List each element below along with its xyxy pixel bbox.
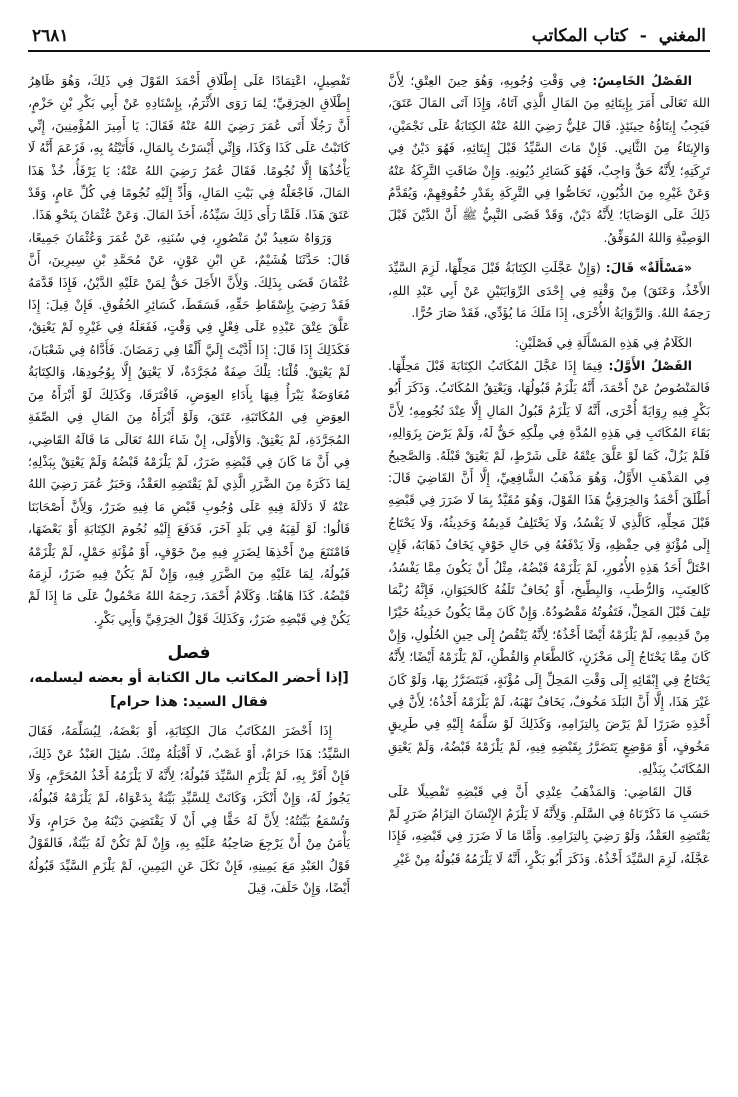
section-subtitle-line2: فقال السيد: هذا حرام] xyxy=(110,694,268,711)
title-separator: - xyxy=(639,26,647,46)
paragraph-text: الكَلَامُ فِي هَذِهِ المَسْأَلَةِ فِي فَصْلَيْنِ: xyxy=(514,336,692,351)
page-number: ٢٦٨١ xyxy=(32,26,69,46)
paragraph xyxy=(388,70,710,249)
paragraph-text: وَرَوَاهُ سَعِيدُ بْنُ مَنْصُورٍ، فِي سُنَنِهِ، عَنْ عُمَرَ وَعُثْمَانَ جَمِيعًا، قَالَ: حَدَّثَنَا هُشَيْمٌ، عَنِ ابْنِ عَوْنٍ، عَنْ مُحَمَّدِ بْنِ سِيرِينَ، أَنَّ عُثْمَانَ قَضَى بِذَلِكَ. وَلِأَنَّ الأَجَلَ حَقٌّ لِمَنْ عَلَيْهِ الدَّيْنُ، فَإِذَا قَدَّمَهُ فَقَدْ رَضِيَ بِإِسْقَاطِ حَقِّهِ، فَسَقَطَ، كَسَائِرِ الحُقُوقِ. فَإِنْ قِيلَ: إِذَا عَلَّقَ عِتْقَ عَبْدِهِ عَلَى فِعْلٍ فِي وَقْتٍ، فَفَعَلَهُ فِي غَيْرِهِ لَمْ يَعْتِقْ، فَكَذَلِكَ إِذَا قَالَ: إِذَا أَدَّيْتَ إِلَيَّ أَلْفًا فِي رَمَضَانَ. فَأَدَّاهُ فِي شَعْبَانَ، لَمْ يَعْتِقْ. قُلْنَا: تِلْكَ صِفَةٌ مُجَرَّدَةٌ، لَا يَعْتِقُ إِلَّا بِوُجُودِهَا، وَالكِتَابَةُ مُعَاوَضَةٌ يَبْرَأُ فِيهَا بِأَدَاءِ العِوَضِ، فَافْتَرَقَا، وَكَذَلِكَ لَوْ أَبْرَأَهُ مِنَ العِوَضِ فِي المُكَاتَبَةِ، عَتَقَ، وَلَوْ أَبْرَأَهُ مِنَ المَالِ فِي الصِّفَةِ المُجَرَّدَةِ، لَمْ يَعْتِقْ. وَالأَوْلَى، إِنْ شَاءَ اللهُ تَعَالَى مَا قَالَهُ القَاضِي، فِي أَنَّ مَا كَانَ فِي قَبْضِهِ ضَرَرٌ، لَمْ يَلْزَمْهُ قَبْضُهُ وَلَمْ يَعْتِقْ بِبَذْلِهِ؛ لِمَا ذَكَرَهُ مِنَ الضَّرَرِ الَّذِي لَمْ يَقْتَضِهِ العَقْدُ، وَخَبَرُ عُمَرَ رَضِيَ اللهُ عَنْهُ لَا دَلَالَةَ فِيهِ عَلَى وُجُوبِ قَبْضِ مَا فِيهِ ضَرَرٌ، وَلِأَنَّ أَصْحَابَنَا قَالُوا: لَوْ لَقِيَهُ فِي بَلَدٍ آخَرَ، فَدَفَعَ إِلَيْهِ نُجُومَ الكِتَابَةِ أَوْ بَعْضَهَا، فَامْتَنَعَ مِنْ أَخْذِهَا لِضَرَرٍ فِيهِ مِنْ خَوْفٍ، أَوْ مُؤْنَةِ حَمْلٍ، لَمْ يَلْزَمْهُ قَبُولُهُ، لِمَا عَلَيْهِ مِنَ الضَّرَرِ فِيهِ، وَإِنْ لَمْ يَكُنْ فِيهِ ضَرَرٌ، لَزِمَهُ قَبْضُهُ. كَذَا هَاهُنَا. وَكَلَامُ أَحْمَدَ، رَحِمَهُ اللهُ مَحْمُولٌ عَلَى مَا إِذَا لَمْ يَكُنْ فِي قَبْضِهِ ضَرَرٌ، وَكَذَلِكَ قَوْلُ الخِرَقِيِّ وَأَبِي بَكْرٍ. xyxy=(28,230,350,626)
text-columns xyxy=(28,70,710,1089)
paragraph xyxy=(28,720,350,899)
paragraph xyxy=(388,355,710,781)
book-title: المغني xyxy=(658,26,706,46)
paragraph xyxy=(28,70,350,227)
section-heading-block xyxy=(28,640,350,714)
paragraph xyxy=(388,257,710,324)
running-header xyxy=(28,14,710,52)
right-column xyxy=(388,70,710,1089)
section-heading: فصل xyxy=(167,643,211,664)
paragraph-text: فِي وَقْتِ وُجُوبِهِ، وَهُوَ حِينَ العِتْقِ؛ لِأَنَّ اللهَ تَعَالَى أَمَرَ بِإِيتَائِهِ مِنَ المَالِ الَّذِي آتَاهُ، وَإِذَا آتَى المَالَ عَتَقَ، فَيَجِبُ إِيتَاؤُهُ حِينَئِذٍ. قَالَ عَلِيٌّ رَضِيَ اللهُ عَنْهُ الكِتَابَةُ عَلَى نَجْمَيْنِ، وَالإِيتَاءُ مِنَ الثَّانِي. فَإِنْ مَاتَ السَّيِّدُ قَبْلَ إِيتَائِهِ، فَهُوَ دَيْنٌ فِي تَرِكَتِهِ؛ لِأَنَّهُ حَقٌّ وَاجِبٌ، فَهُوَ كَسَائِرِ دُيُونِهِ. وَإِنْ ضَاقَتِ التَّرِكَةُ عَنْهُ وَعَنْ غَيْرِهِ مِنَ الدُّيُونِ، تَحَاصُّوا فِي التَّرِكَةِ بِقَدْرِ حُقُوقِهِمْ، وَيُقَدَّمُ ذَلِكَ عَلَى الوَصَايَا؛ لِأَنَّهُ دَيْنٌ، وَقَدْ قَضَى النَّبِيُّ ﷺ أَنَّ الدَّيْنَ قَبْلَ الوَصِيَّةِ وَاللهُ المُوَفِّقُ. xyxy=(388,74,710,245)
paragraph-lead: «مَسْأَلَةٌ» قَالَ: xyxy=(605,261,692,276)
paragraph-text: قَالَ القَاضِي: وَالمَذْهَبُ عِنْدِي أَنَّ فِي قَبْضِهِ تَفْصِيلًا عَلَى حَسَبِ مَا ذَكَرْنَاهُ فِي السَّلَمِ. وَلِأَنَّهُ لَا يَلْزَمُ الإِنْسَانَ التِزَامُ ضَرَرٍ لَمْ يَقْتَضِهِ العَقْدُ، وَلَوْ رَضِيَ بِالتِزَامِهِ. وَأَمَّا مَا لَا ضَرَرَ فِي قَبْضِهِ، فَإِذَا عَجَّلَهُ، لَزِمَ السَّيِّدَ أَخْذُهُ. وَذَكَرَ أَبُو بَكْرٍ، أَنَّهُ لَا يَلْزَمُهُ قَبُولُهُ مِنْ غَيْرِ xyxy=(388,784,710,866)
left-column xyxy=(28,70,350,1089)
paragraph xyxy=(388,781,710,871)
paragraph xyxy=(388,332,710,354)
chapter-title: كتاب المكاتب xyxy=(531,26,628,46)
section-subtitle-line1: [إذا أحضر المكاتب مال الكتابة أو بعضه ليسلمه، xyxy=(29,670,349,687)
paragraph-lead: الفَصْلُ الأَوَّلُ: xyxy=(608,358,692,373)
paragraph-text: فِيمَا إِذَا عَجَّلَ المُكَاتَبُ الكِتَابَةَ قَبْلَ مَحِلِّهَا. فَالمَنْصُوصُ عَنْ أَحْمَدَ، أَنَّهُ يَلْزَمُ قَبُولُهَا، وَيَعْتِقُ المُكَاتَبُ. وَذَكَرَ أَبُو بَكْرٍ فِيهِ رِوَايَةً أُخْرَى، أَنَّهُ لَا يَلْزَمُ قَبُولُ المَالِ إِلَّا عِنْدَ نُجُومِهِ؛ لِأَنَّ بَقَاءَ المُكَاتَبِ فِي هَذِهِ المُدَّةِ فِي مِلْكِهِ حَقٌّ لَهُ، وَلَمْ يَرْضَ بِزَوَالِهِ، فَلَمْ يَزُلْ، كَمَا لَوْ عَلَّقَ عِتْقَهُ عَلَى شَرْطٍ، لَمْ يَعْتِقْ قَبْلَهُ. وَالصَّحِيحُ فِي المَذْهَبِ الأَوَّلُ، وَهُوَ مَذْهَبُ الشَّافِعِيِّ، إِلَّا أَنَّ القَاضِيَ قَالَ: أَطْلَقَ أَحْمَدُ وَالخِرَقِيُّ هَذَا القَوْلَ، وَهُوَ مُقَيَّدٌ بِمَا لَا ضَرَرَ فِي قَبْضِهِ قَبْلَ مَحِلِّهِ، كَالَّذِي لَا يَفْسُدُ، وَلَا يَخْتَلِفُ قَدِيمُهُ وَحَدِيثُهُ، وَلَا يَحْتَاجُ إِلَى مُؤْنَةٍ فِي حِفْظِهِ، وَلَا يَدْفَعُهُ فِي حَالِ خَوْفٍ يَخَافُ ذَهَابَهُ، فَإِنِ اخْتَلَّ أَحَدُ هَذِهِ الأُمُورِ، لَمْ يَلْزَمْهُ قَبْضُهُ، مِثْلُ أَنْ يَكُونَ مِمَّا يَفْسُدُ، كَالعِنَبِ، وَالرُّطَبِ، وَالبِطِّيخِ، أَوْ يُخَافُ تَلَفُهُ كَالحَيَوَانِ، فَإِنَّهُ رُبَّمَا تَلِفَ قَبْلَ المَحِلِّ، فَتَفُوتُهُ مَقْصُودُهُ. وَإِنْ كَانَ مِمَّا يَكُونُ حَدِيثُهُ خَيْرًا مِنْ قَدِيمِهِ، لَمْ يَلْزَمْهُ أَيْضًا أَخْذُهُ؛ لِأَنَّهُ يَنْقُصُ إِلَى حِينِ الحُلُولِ، وَإِنْ كَانَ مِمَّا يَحْتَاجُ إِلَى مَخْزَنٍ، كَالطَّعَامِ وَالقُطْنِ، لَمْ يَلْزَمْهُ أَيْضًا؛ لِأَنَّهُ يَحْتَاجُ فِي إِبْقَائِهِ إِلَى وَقْتِ المَحِلِّ إِلَى مُؤْنَةٍ، فَيَتَضَرَّرُ بِهَا، وَلَوْ كَانَ غَيْرَ هَذَا، إِلَّا أَنَّ البَلَدَ مَخُوفٌ، يَخَافُ نَهْبَهُ، لَمْ يَلْزَمْهُ أَخْذُهُ؛ لِأَنَّ فِي أَخْذِهِ ضَرَرًا لَمْ يَرْضَ بِالتِزَامِهِ، وَكَذَلِكَ لَوْ سَلَّمَهُ إِلَيْهِ فِي طَرِيقٍ مَخُوفٍ، أَوْ مَوْضِعٍ يَتَضَرَّرُ بِقَبْضِهِ فِيهِ، لَمْ يَلْزَمْهُ قَبْضُهُ، وَلَمْ يَعْتِقِ المُكَاتَبُ بِبَذْلِهِ. xyxy=(388,358,710,777)
paragraph xyxy=(28,227,350,630)
running-title xyxy=(532,26,706,46)
paragraph-text: إِذَا أَحْضَرَ المُكَاتَبُ مَالَ الكِتَابَةِ، أَوْ بَعْضَهُ، لِيُسَلِّمَهُ، فَقَالَ السَّيِّدُ: هَذَا حَرَامٌ، أَوْ غَصْبٌ، لَا أَقْبَلُهُ مِنْكَ. سُئِلَ العَبْدُ عَنْ ذَلِكَ، فَإِنْ أَقَرَّ بِهِ، لَمْ يَلْزَمِ السَّيِّدَ قَبُولُهُ؛ لِأَنَّهُ لَا يَلْزَمُهُ أَخْذُ المُحَرَّمِ، وَلَا يَجُوزُ لَهُ، وَإِنْ أَنْكَرَ، وَكَانَتْ لِلسَّيِّدِ بَيِّنَةٌ بِدَعْوَاهُ، لَمْ يَلْزَمْهُ قَبُولُهُ، وَتُسْمَعُ بَيِّنَتُهُ؛ لِأَنَّ لَهُ حَقًّا فِي أَنْ لَا يَقْتَضِيَ دَيْنَهُ مِنْ حَرَامٍ، وَلَا يَأْمَنُ مِنْ أَنْ يَرْجِعَ صَاحِبُهُ عَلَيْهِ بِهِ، وَإِنْ لَمْ تَكُنْ لَهُ بَيِّنَةٌ، فَالقَوْلُ قَوْلُ العَبْدِ مَعَ يَمِينِهِ، فَإِنْ نَكَلَ عَنِ اليَمِينِ، لَمْ يَلْزَمِ السَّيِّدَ قَبُولُهُ أَيْضًا، وَإِنْ حَلَفَ، قِيلَ xyxy=(28,724,350,895)
paragraph-text: تَفْصِيلٍ، اعْتِمَادًا عَلَى إِطْلَاقِ أَحْمَدَ القَوْلَ فِي ذَلِكَ، وَهُوَ ظَاهِرُ إِطْلَاقِ الخِرَقِيِّ؛ لِمَا رَوَى الأَثْرَمُ، بِإِسْنَادِهِ عَنْ أَبِي بَكْرِ بْنِ حَزْمٍ، أَنَّ رَجُلًا أَتَى عُمَرَ رَضِيَ اللهُ عَنْهُ فَقَالَ: يَا أَمِيرَ المُؤْمِنِينَ، إِنِّي كَاتَبْتُ عَلَى كَذَا وَكَذَا، وَإِنِّي أَيْسَرْتُ بِالمَالِ، فَأَتَيْتُهُ بِهِ، فَزَعَمَ أَنَّهُ لَا يَأْخُذُهَا إِلَّا نُجُومًا. فَقَالَ عُمَرُ رَضِيَ اللهُ عَنْهُ: يَا يَرْفَأُ، خُذْ هَذَا المَالَ، فَاجْعَلْهُ فِي بَيْتِ المَالِ، وَأَدِّ إِلَيْهِ نُجُومًا فِي كُلِّ عَامٍ، وَقَدْ عَتَقَ هَذَا. فَلَمَّا رَأَى ذَلِكَ سَيِّدُهُ، أَخَذَ المَالَ. وَعَنْ عُثْمَانَ بِنَحْوِ هَذَا. xyxy=(28,74,350,223)
paragraph-lead: الفَصْلُ الخَامِسُ: xyxy=(592,74,692,88)
paragraph-text: (وَإِنْ عَجَّلَتِ الكِتَابَةُ قَبْلَ مَحِلِّهَا، لَزِمَ السَّيِّدَ الأَخْذُ، وَعَتَقَ) مِنْ وَقْتِهِ فِي إِحْدَى الرِّوَايَتَيْنِ عَنْ أَبِي عَبْدِ اللهِ، رَحِمَهُ اللهُ. وَالرِّوَايَةُ الأُخْرَى، إِذَا مَلَكَ مَا يُؤَدِّي، فَقَدْ صَارَ حُرًّا. xyxy=(388,261,710,321)
